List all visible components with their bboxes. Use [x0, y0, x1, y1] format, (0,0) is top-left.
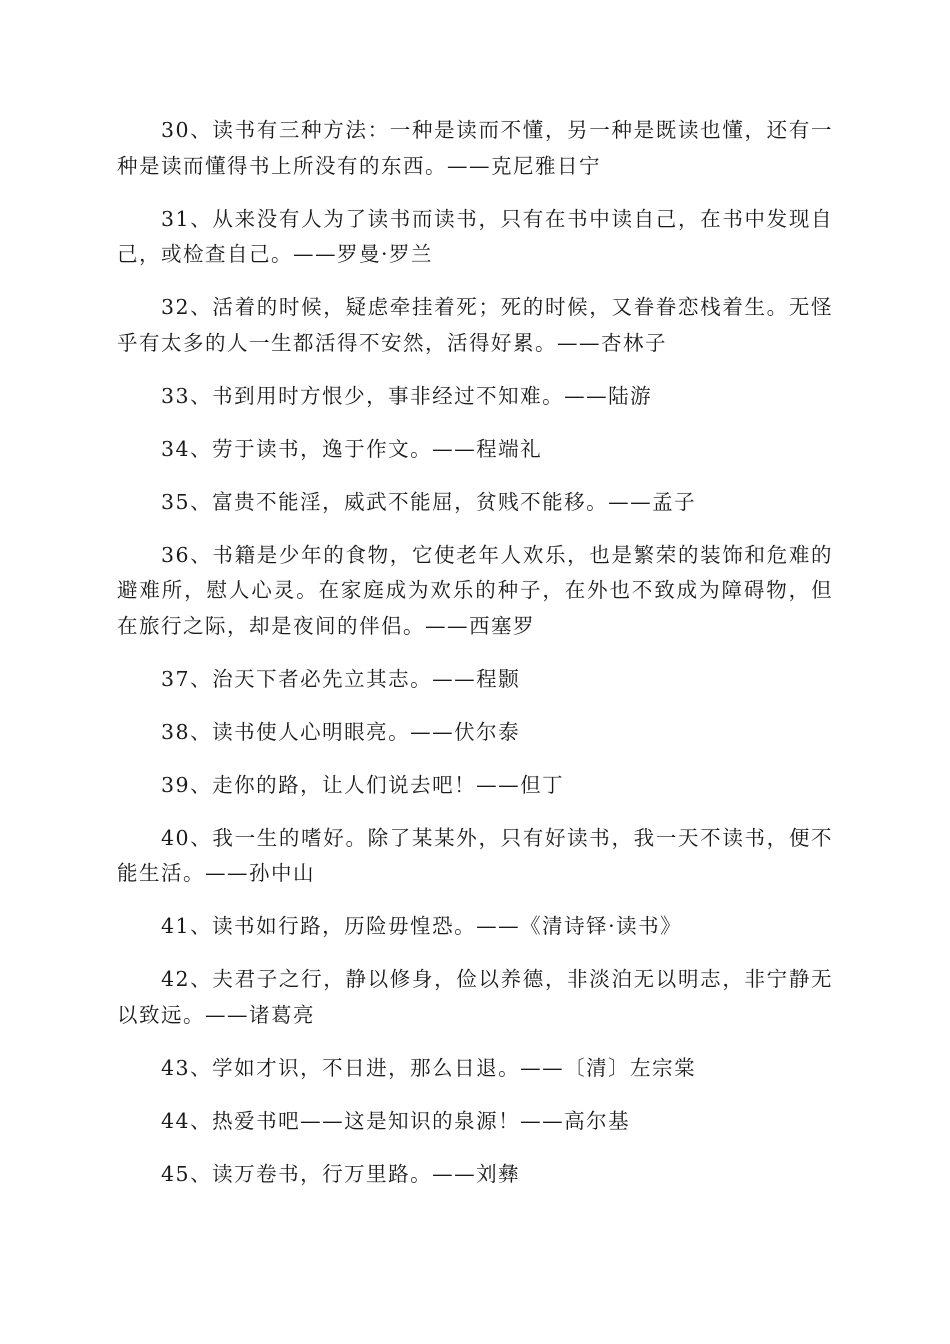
quote-37: 37、治天下者必先立其志。——程颢	[161, 666, 521, 691]
quote-42: 42、夫君子之行，静以修身，俭以养德，非淡泊无以明志，非宁静无以致远。——诸葛亮	[117, 967, 833, 1027]
quote-43: 43、学如才识，不日进，那么日退。——〔清〕左宗棠	[161, 1055, 697, 1080]
quote-34: 34、劳于读书，逸于作文。——程端礼	[161, 436, 543, 461]
quote-list	[117, 113, 833, 1210]
quote-33: 33、书到用时方恨少，事非经过不知难。——陆游	[161, 383, 653, 408]
quote-44: 44、热爱书吧——这是知识的泉源！——高尔基	[161, 1108, 631, 1133]
quote-30: 30、读书有三种方法：一种是读而不懂，另一种是既读也懂，还有一种是读而懂得书上所没有的东西。——克尼雅日宁	[117, 118, 833, 178]
quote-36: 36、书籍是少年的食物，它使老年人欢乐，也是繁荣的装饰和危难的避难所，慰人心灵。在家庭成为欢乐的种子，在外也不致成为障碍物，但在旅行之际，却是夜间的伴侣。——西塞罗	[117, 542, 833, 638]
quote-31: 31、从来没有人为了读书而读书，只有在书中读自己，在书中发现自己，或检查自己。——罗曼·罗兰	[117, 206, 833, 266]
quote-39: 39、走你的路，让人们说去吧！——但丁	[161, 772, 565, 797]
quote-45: 45、读万卷书，行万里路。——刘彝	[161, 1161, 521, 1186]
quote-41: 41、读书如行路，历险毋惶恐。——《清诗铎·读书》	[161, 914, 683, 938]
quote-38: 38、读书使人心明眼亮。——伏尔泰	[161, 719, 521, 744]
quote-40: 40、我一生的嗜好。除了某某外，只有好读书，我一天不读书，便不能生活。——孙中山	[117, 825, 833, 885]
quote-32: 32、活着的时候，疑虑牵挂着死；死的时候，又眷眷恋栈着生。无怪乎有太多的人一生都活得不安然，活得好累。——杏林子	[117, 295, 833, 355]
quote-35: 35、富贵不能淫，威武不能屈，贫贱不能移。——孟子	[161, 489, 697, 514]
